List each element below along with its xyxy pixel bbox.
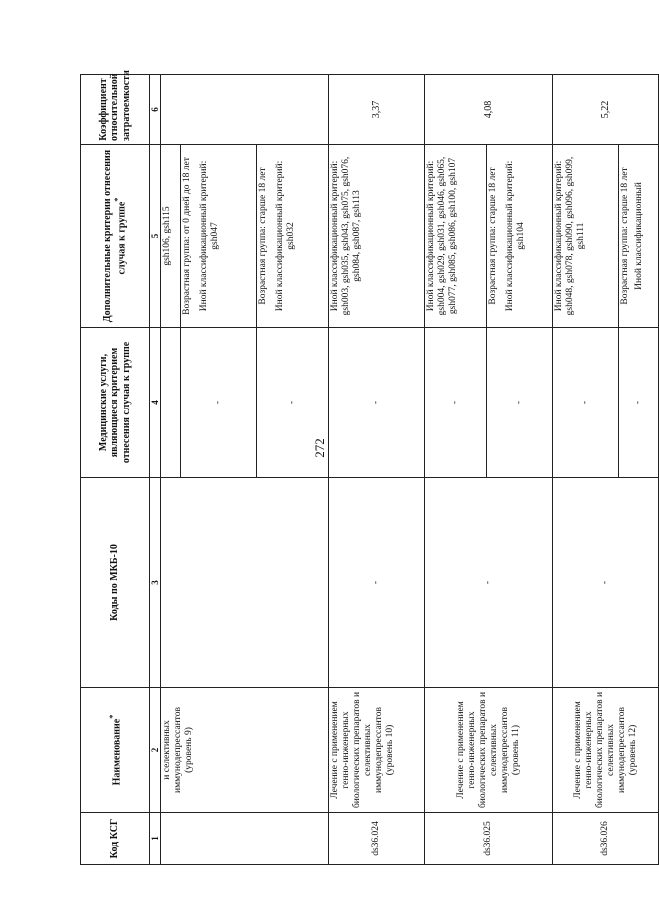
coefficient: 5,22 bbox=[553, 75, 659, 145]
criteria-line: Возрастная группа: старше 18 лет bbox=[488, 167, 499, 305]
services-cell: - bbox=[329, 328, 425, 478]
criteria-cell bbox=[487, 145, 553, 328]
col-num: 6 bbox=[150, 75, 161, 145]
ksg-name: Лечение с применением генно-инженерных биологических препаратов и селективных иммунодепрессантов (уровень 11) bbox=[425, 688, 553, 813]
criteria-line: Иной классификационный критерий: gsh047 bbox=[199, 160, 221, 312]
criteria-line: Возрастная группа: старше 18 лет bbox=[258, 167, 269, 305]
header-code: Код КСГ bbox=[81, 813, 150, 865]
header-coef: Коэффициент относительной затратоемкости bbox=[81, 75, 150, 145]
header-row bbox=[81, 75, 150, 865]
col-num: 4 bbox=[150, 328, 161, 478]
services-cell: - bbox=[425, 328, 487, 478]
page-number: 272 bbox=[312, 438, 327, 458]
ksg-name: Лечение с применением генно-инженерных биологических препаратов и селективных иммунодепрессантов (уровень 10) bbox=[329, 688, 425, 813]
ksg-code: ds36.026 bbox=[553, 813, 659, 865]
services-cell: - bbox=[181, 328, 257, 478]
coefficient: 3,37 bbox=[329, 75, 425, 145]
table-row bbox=[553, 75, 619, 865]
col-num: 2 bbox=[150, 688, 161, 813]
services-cell: - bbox=[553, 328, 619, 478]
ksg-name: Лечение с применением генно-инженерных биологических препаратов и селективных иммунодепрессантов (уровень 12) bbox=[553, 688, 659, 813]
table-row bbox=[329, 75, 425, 865]
criteria-cell bbox=[181, 145, 257, 328]
col-num: 5 bbox=[150, 145, 161, 328]
criteria-line: Иной классификационный критерий: gsh032 bbox=[275, 160, 297, 312]
header-criteria: Дополнительные критерии отнесения случая к группе* bbox=[81, 145, 150, 328]
services-cell: - bbox=[619, 328, 659, 478]
table-row bbox=[425, 75, 487, 865]
criteria-cell: Иной классификационный критерий: gsh004, gsh029, gsh031, gsh046, gsh065, gsh077, gsh085, gsh086, gsh100, gsh107 bbox=[425, 145, 487, 328]
header-services: Медицинские услуги, являющиеся критерием отнесения случая к группе bbox=[81, 328, 150, 478]
criteria-cell bbox=[619, 145, 659, 328]
coefficient: 4,08 bbox=[425, 75, 553, 145]
criteria-cell bbox=[257, 145, 329, 328]
services-cell: - bbox=[257, 328, 329, 478]
criteria-line: Возрастная группа: старше 18 лет bbox=[620, 167, 631, 305]
col-num: 3 bbox=[150, 478, 161, 688]
criteria-line: Иной классификационный bbox=[634, 182, 645, 290]
ksg-name: и селективных иммунодепрессантов (уровень 9) bbox=[161, 688, 329, 813]
table-row bbox=[161, 75, 181, 865]
ksg-code: ds36.024 bbox=[329, 813, 425, 865]
ksg-code: ds36.025 bbox=[425, 813, 553, 865]
criteria-line: Возрастная группа: от 0 дней до 18 лет bbox=[182, 157, 193, 315]
ksg-table bbox=[80, 70, 659, 865]
criteria-cell: Иной классификационный критерий: gsh003, gsh035, gsh043, gsh075, gsh076, gsh084, gsh087, gsh113 bbox=[329, 145, 425, 328]
criteria-cell: Иной классификационный критерий: gsh048, gsh078, gsh090, gsh096, gsh099, gsh111 bbox=[553, 145, 619, 328]
rotated-table-wrapper bbox=[80, 70, 645, 865]
mkb-codes: - bbox=[329, 478, 425, 688]
criteria-cell: gsh106, gsh115 bbox=[161, 145, 181, 328]
services-cell: - bbox=[487, 328, 553, 478]
header-mkb: Коды по МКБ-10 bbox=[81, 478, 150, 688]
criteria-line: Иной классификационный критерий: gsh104 bbox=[505, 160, 527, 312]
column-number-row bbox=[150, 75, 161, 865]
col-num: 1 bbox=[150, 813, 161, 865]
mkb-codes bbox=[161, 478, 329, 688]
header-name: Наименование* bbox=[81, 688, 150, 813]
mkb-codes: - bbox=[553, 478, 659, 688]
mkb-codes: - bbox=[425, 478, 553, 688]
